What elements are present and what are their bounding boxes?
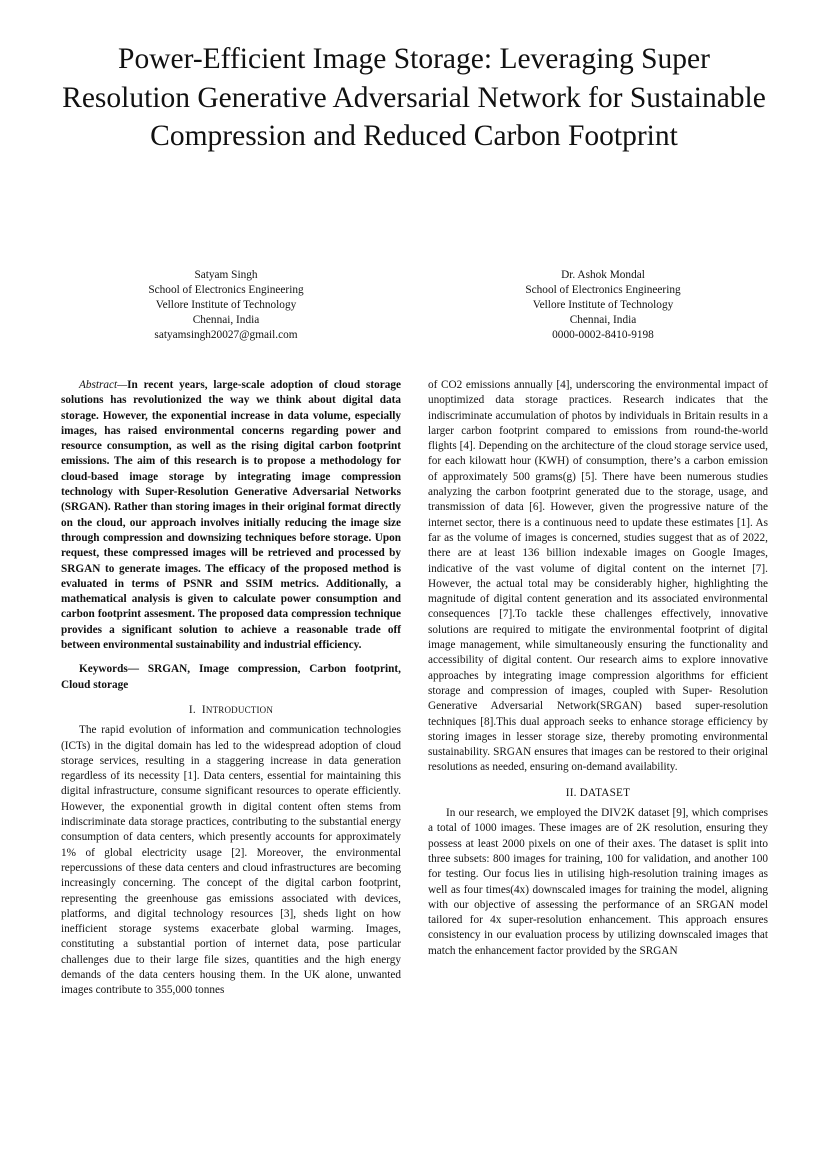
author-name: Satyam Singh [194,269,258,281]
introduction-paragraph-left: The rapid evolution of information and communication technologies (ICTs) in the digital domain has led to the widespread adoption of cloud storage services, resulting in a staggering increase in data generation regardless of its necessity [1]. Data centers, essential for maintaining this digital infrastructure, consume significant resources to operate efficiently. However, the exponential growth in digital content often stems from indiscriminate data storage practices, contributing to the substantial energy consumption of data centers, which presently accounts for approximately 1% of global electricity usage [2]. Moreover, the environmental repercussions of these data centers and cloud infrastructures are becoming increasingly concerning. The concept of the digital carbon footprint, representing the greenhouse gas emissions associated with devices, platforms, and digital technology resources [3], sheds light on how inefficient storage systems exacerbate global warming. Images, constituting a substantial portion of internet data, pose particular challenges due to their large file sizes, quantities and the high energy demands of the data centers housing them. In the UK alone, unwanted images contribute to 355,000 tonnes [61,724,401,997]
dataset-paragraph: In our research, we employed the DIV2K dataset [9], which comprises a total of 1000 images. These images are of 2K resolution, ensuring they possess at least 2000 pixels on one of their axes. The dataset is split into three subsets: 800 images for training, 100 for validation, and another 100 for testing. Our focus lies in utilising high-resolution training images as well as four times(4x) downscaled images for training the model, aligning with our objective of assessing the performance of an SRGAN model tailored for 4x super-resolution enhancement. This approach ensures consistency in our evaluation process by utilizing downscaled images that match the enhancement factor provided by the SRGAN [428,807,768,957]
author-orcid: 0000-0002-8410-9198 [552,329,654,341]
author-location: Chennai, India [192,314,260,326]
author-name: Dr. Ashok Mondal [561,269,645,281]
author-block-1 [96,268,356,343]
right-column [428,378,768,959]
abstract-text: In recent years, large-scale adoption of cloud storage solutions has revolutionized the way we think about digital data storage. However, the exponential increase in data volume, especially images, has raised environmental concerns regarding power and resource consumption, as well as the rising digital carbon footprint emissions. The aim of this research is to propose a methodology for cloud-based image storage by integrating image compression technology with Super-Resolution Generative Adversarial Networks (SRGAN). Rather than storing images in their original format directly on the cloud, our approach involves initially reducing the image size through compression and downsizing techniques before storage. Upon request, these compressed images will be retrieved and processed by SRGAN to generate images. The efficacy of the proposed method is evaluated in terms of PSNR and SSIM metrics. Additionally, a mathematical analysis is given to calculate power consumption and carbon footprint assesment. The proposed data compression technique provides a significant solution to achieve a reasonable trade off between environmental sustainability and industrial efficiency. [61,379,401,652]
author-department: School of Electronics Engineering [525,284,681,296]
section-heading-introduction [61,703,401,718]
introduction-paragraph-right: of CO2 emissions annually [4], underscoring the environmental impact of unoptimized data storage practices. Research indicates that the indiscriminate accumulation of photos by individuals in Britain results in a larger carbon footprint compared to emissions from round-the-world flights [4]. Depending on the architecture of the cloud storage service used, for each kilowatt hour (KWH) of consumption, there’s a carbon emission of approximately 500 grams(g) [5]. There have been numerous studies analyzing the carbon footprint generated due to the storage, usage, and transmission of data [6]. However, given the progressive nature of the internet sector, there is a continuous need to update these estimates [1]. As far as the volume of images is concerned, studies suggest that as of 2022, there are at least 136 billion indexable images on Google Images, indicative of the vast volume of digital content on the internet [7]. However, the actual total may be considerably higher, highlighting the magnitude of digital content generation and its associated environmental consequences [7].To tackle these challenges effectively, innovative solutions are required to mitigate the environmental footprint of digital image management, while simultaneously ensuring the functionality and accessibility of digital content. Our research aims to explore innovative approaches by integrating image compression algorithms for efficient storage and compression of images, coupled with Super- Resolution Generative Adversarial Network(SRGAN) based super-resolution techniques [8].This dual approach seeks to enhance storage efficiency by storing images in lesser storage size, thereby promoting environmental sustainability. SRGAN ensures that images can be restored to their original resolutions as needed, ensuring on-demand availability. [428,379,768,774]
author-location: Chennai, India [569,314,637,326]
section-title-initial: I [201,703,206,716]
author-institute: Vellore Institute of Technology [155,299,297,311]
author-department: School of Electronics Engineering [148,284,304,296]
author-block-2 [473,268,733,343]
abstract [61,378,401,653]
paper-title: Power-Efficient Image Storage: Leveraging Super Resolution Generative Adversarial Network for Sustainable Compression and Reduced Carbon Footprint [62,43,766,152]
abstract-label: Abstract— [79,379,128,391]
section-number: I. [188,703,196,716]
keywords: Keywords— SRGAN, Image compression, Carbon footprint, Cloud storage [61,663,401,691]
section-title-rest: NTRODUCTION [205,704,274,715]
author-email: satyamsingh20027@gmail.com [154,329,298,341]
left-column [61,378,401,999]
section-heading-dataset: II. DATASET [565,786,631,799]
author-institute: Vellore Institute of Technology [532,299,674,311]
